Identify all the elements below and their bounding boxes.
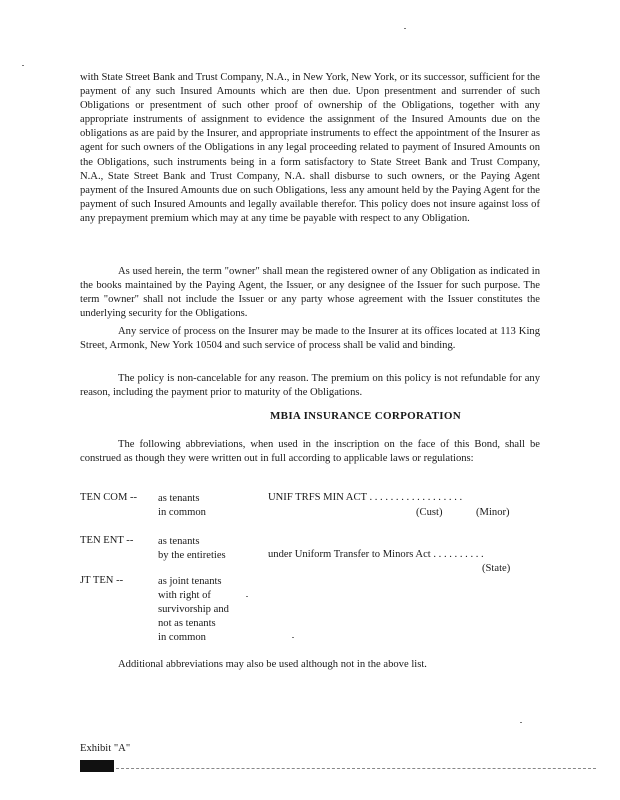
abbr-jt-ten-key: JT TEN -- — [80, 575, 124, 586]
abbr-uniform-transfer-line: under Uniform Transfer to Minors Act . . . . . . . . . . — [268, 549, 484, 560]
abbr-ten-ent-value: as tenants by the entireties — [158, 536, 226, 561]
abbr-state-label: (State) — [482, 563, 511, 574]
exhibit-label: Exhibit "A" — [80, 743, 131, 754]
abbr-minor-label: (Minor) — [476, 507, 510, 518]
scan-speck — [246, 596, 248, 597]
paragraph-abbreviations-intro: The following abbreviations, when used in the inscription on the face of this Bond, shall be construed as though they were written out in full according to applicable laws or regulations: — [80, 439, 540, 465]
abbr-ten-ent-key: TEN ENT -- — [80, 535, 134, 546]
scan-speck — [22, 65, 24, 66]
paragraph-non-cancelable: The policy is non-cancelable for any reason. The premium on this policy is not refundable for any reason, including the payment prior to maturity of the Obligations. — [80, 373, 540, 399]
abbr-ten-com-value: as tenants in common — [158, 493, 206, 518]
scan-speck — [292, 637, 294, 638]
paragraph-owner-definition: As used herein, the term "owner" shall mean the registered owner of any Obligation as indicated in the books maintained by the Paying Agent, the Issuer, or any designee of the Issuer for such purpose. The term "owner" shall not include the Issuer or any party whose agreement with the Issuer constitutes the underlying security for the Obligations. — [80, 266, 540, 320]
paragraph-service-of-process: Any service of process on the Insurer may be made to the Insurer at its offices located at 113 King Street, Armonk, New York 10504 and such service of process shall be valid and binding. — [80, 326, 540, 352]
abbr-custodian-label: (Cust) — [416, 507, 443, 518]
abbr-unif-trfs-min-act: UNIF TRFS MIN ACT . . . . . . . . . . . . . . . . . . — [268, 492, 463, 503]
paragraph-additional-abbreviations: Additional abbreviations may also be used although not in the above list. — [118, 659, 427, 670]
scan-dashed-line — [116, 768, 596, 770]
abbr-jt-ten-value: as joint tenants with right of survivorship and not as tenants in common — [158, 576, 229, 643]
paragraph-payment-terms: with State Street Bank and Trust Company, N.A., in New York, New York, or its successor, sufficient for the payment of any such Insured Amounts which are then due. Upon presentment and surrender of such Obligations or presentment of such other proof of ownership of the Obligations, together with any appropriate instruments of assignment to evidence the assignment of the Insured Amounts due on the obligations as are paid by the Insurer, and appropriate instruments to effect the appointment of the Insurer as agent for such owners of the Obligations in any legal proceeding related to payment of Insured Amounts on the Obligations, such instruments being in a form satisfactory to State Street Bank and Trust Company, N.A., State Street Bank and Trust Company, N.A. shall disburse to such owners, or the Paying Agent payment of the Insured Amounts due on such Obligations, less any amount held by the Paying Agent for the payment of such Insured Amounts and legally available therefor. This policy does not insure against loss of any prepayment premium which may at any time be payable with respect to any Obligation. — [80, 72, 540, 224]
scan-speck — [520, 722, 522, 723]
scan-black-bar — [80, 760, 114, 772]
abbr-ten-com-key: TEN COM -- — [80, 492, 138, 503]
scan-speck — [404, 28, 406, 29]
company-name: MBIA INSURANCE CORPORATION — [270, 410, 461, 422]
